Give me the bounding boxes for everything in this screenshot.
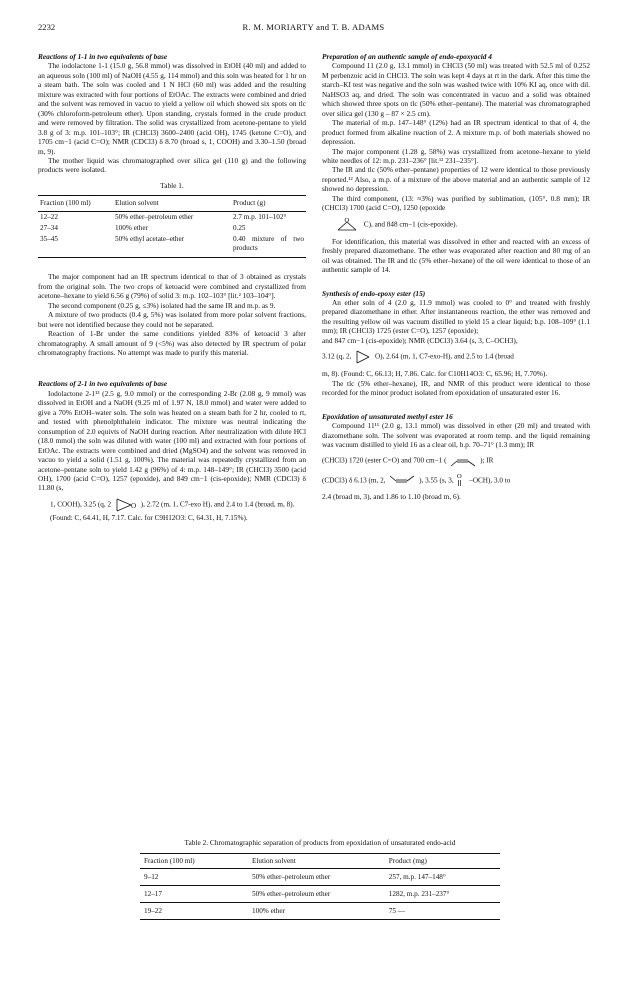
table-cell: 50% ether–petroleum ether — [115, 213, 194, 222]
cis-alkene-icon — [387, 473, 417, 489]
table1-header: Product (g) — [231, 196, 306, 212]
table-cell: 19–22 — [140, 903, 248, 920]
table2-header: Product (mg) — [385, 854, 500, 869]
paragraph: The IR and tlc (50% ether–pentane) properties of 12 were identical to those previously reported.¹² Also, a m.p. of a mixture of the above material and an authentic sample of 12 showed no depression. — [322, 165, 590, 194]
table1 — [38, 195, 306, 258]
running-head: R. M. MORIARTY and T. B. ADAMS — [242, 22, 385, 32]
text-fragment: C), and 848 cm−1 (cis-epoxide). — [363, 220, 458, 229]
text-fragment: ); IR — [480, 457, 494, 466]
text-fragment: ), 3.55 (s, 3, — [419, 477, 454, 486]
table-cell: 12–17 — [140, 886, 248, 903]
paragraph: The iodolactone 1-1 (15.0 g, 56.8 mmol) was dissolved in EtOH (40 ml) and added to an aqueous soln (100 ml) of NaOH (4.55 g, 114 mmol) and this soln was heated for 1 hr on a steam bath. The soln was cooled and 1 N HCl (60 ml) was added and the resulting mixture was extracted with four portions of EtOAc. The extracts were combined and dried and the solvent was removed in vacuo to yield a yellow oil which showed six spots on tlc (30% chloroform-petroleum ether). Upon standing, crystals formed in the crude product and were removed by filtration. The solid was crystallized from acetone-pentane to yield 3.8 g of 3: m.p. 101–103°; IR (CHCl3) 3600–2400 (acid OH), 1745 (ketone C=O), and 1705 cm−1 (acid C=O); NMR (CDCl3) δ 8.70 (broad s, 1, COOH) and 3.30–1.50 (broad m, 9). — [38, 61, 306, 156]
section-heading: Synthesis of endo-epoxy ester (15) — [322, 288, 426, 298]
text-fragment: (CHCl3) 1720 (ester C=O) and 700 cm−1 ( — [322, 457, 447, 466]
text-fragment: –OCH), 3.0 to — [469, 477, 511, 486]
epoxide-ir-line — [334, 216, 590, 234]
table2-caption: Table 2. Chromatographic separation of products from epoxidation of unsaturated endo-acid — [184, 838, 456, 847]
table-row — [38, 212, 306, 224]
table-cell: 9–12 — [140, 869, 248, 886]
epoxide-structure-icon — [113, 496, 139, 514]
table-row — [38, 234, 306, 258]
table-cell: 0.25 — [232, 224, 246, 233]
paragraph: Compound 11¹¹ (2.0 g, 13.1 mmol) was dissolved in ether (20 ml) and treated with diazomethane soln. The solvent was evaporated at room temp. and the liquid remaining was vacuum distilled to yield 16 as a clear oil, b.p. 70–71° (1.3 mm); IR — [322, 421, 590, 449]
section-heading: Epoxidation of unsaturated methyl ester 16 — [322, 411, 453, 421]
paragraph: and 847 cm−1 (cis-epoxide); NMR (CDCl3) 3.64 (s, 3, C–OCH3), — [322, 335, 518, 345]
table-row — [140, 869, 500, 886]
epoxide-nmr-line — [322, 348, 590, 366]
text-fragment: O), 2.64 (m, 1, C7-exo-H), and 2.5 to 1.4 (broad — [374, 352, 514, 361]
text-fragment: ), 2.72 (m, 1, C7-exo H), and 2.4 to 1.4 (broad, m, 8). (Found: C, 64.41, H, 7.17. Calc. for C9H12O3: C, 64.31, H, 7.15%). — [50, 500, 295, 522]
paragraph: Compound 11 (2.0 g, 13.1 mmol) in CHCl3 (50 ml) was treated with 52.5 ml of 0.252 M perbenzoic acid in CHCl3. The soln was kept 4 days at rt in the dark. After this time the starch–KI test was negative and the soln was washed twice with 10% KI aq, once with dil. NaHSO3 aq, and dried. The soln was concentrated in vacuo and a solid was obtained which showed three spots on tlc (50% ether–pentane). The material was chromatographed over silica gel (130 g – 87 × 2.5 cm). — [322, 61, 590, 118]
table1-caption: Table 1. — [160, 180, 184, 190]
page-number: 2232 — [38, 22, 56, 32]
table-cell: 50% ethyl acetate–ether — [113, 234, 231, 258]
paragraph: The second component (0.25 g, ≤3%) isolated had the same IR and m.p. as 9. — [48, 300, 276, 310]
table-cell: 35–45 — [38, 234, 113, 258]
table-cell: 12–22 — [40, 213, 58, 222]
table2 — [140, 853, 500, 920]
paragraph: m, 8). (Found: C, 66.13; H, 7.86. Calc. for C10H14O3: C, 65.96; H, 7.70%). — [322, 369, 548, 379]
table2-block — [130, 838, 510, 920]
paragraph: Iodolactone 2-1¹³ (2.5 g, 9.0 mmol) or the corresponding 2-Br (2.08 g, 9 mmol) was dissolved in EtOH and a NaOH (9.25 ml of 1.97 N, 18.0 mmol) and water were added to give a 70% EtOH–water soln. The soln was heated on a steam bath for 2 hr, cooled to rt, and tested with phenolphthalein indicator. The mixture was neutral indicating the consumption of 2.0 equivts of NaOH during reaction. After neutralization with dilute HCl (18.0 mmol) the soln was diluted with water (100 ml) and extracted with four portions of EtOAc. The extracts were combined and dried (MgSO4) and the solvent was removed in vacuo to yield a solid (1.51 g, 100%). The material was repeatedly crystallized from an acetone–pentane soln to yield 1.42 g (96%) of 4: m.p. 148–149°; IR (CHCl3) 3500 (acid OH), 1700 (acid C=O), 1257 (epoxide), and 849 cm−1 (cis-epoxide); NMR (CDCl3) δ 11.80 (s, — [38, 388, 306, 493]
table-cell: 100% ether — [248, 903, 385, 920]
table-cell: 50% ether–petroleum ether — [248, 886, 385, 903]
paragraph: The tlc (5% ether–hexane), IR, and NMR of this product were identical to those recorded for the minor product isolated from epoxidation of unsaturated ester 16. — [322, 378, 590, 398]
table-cell: 50% ether–petroleum ether — [248, 869, 385, 886]
carbonyl-icon — [455, 473, 467, 489]
table1-header: Fraction (100 ml) — [38, 196, 113, 212]
alkene-nmr-line — [322, 473, 590, 489]
right-column — [322, 52, 590, 502]
paragraph: The major component had an IR spectrum identical to that of 3 obtained as crystals from the original soln. The two crops of ketoacid were combined and crystallized from acetone–hexane to yield 6.56 g (79%) of solid 3: m.p. 102–103° [lit.² 103–104°]. — [38, 272, 306, 301]
paragraph: The material of m.p. 147–148° (12%) had an IR spectrum identical to that of 4, the product formed from alkaline reaction of 2. A mixture m.p. of both materials showed no depression. — [322, 118, 590, 147]
table-row — [38, 223, 306, 234]
table-cell: 75 — — [385, 903, 500, 920]
table-cell: 100% ether — [115, 224, 148, 233]
table1-header: Elution solvent — [113, 196, 231, 212]
section-heading: Preparation of an authentic sample of endo-epoxyacid 4 — [322, 52, 492, 61]
table-cell: 0.40 mixture of two products — [231, 234, 306, 258]
text-fragment: 3.12 (q, 2, — [322, 352, 352, 361]
table2-header: Elution solvent — [248, 854, 385, 869]
table-cell: 27–34 — [40, 224, 58, 233]
svg-text:O: O — [130, 501, 136, 510]
alkene-ir-line — [322, 452, 590, 470]
page-header — [38, 22, 589, 36]
paragraph: An ether soln of 4 (2.0 g, 11.9 mmol) was cooled to 0° and treated with freshly prepared diazomethane in ether. After instantaneous reaction, the ether was removed and the resulting yellow oil was vacuum distilled to yield 15 a clear liquid; b.p. 108–109° (1.1 mm); IR (CHCl3) 1725 (ester C=O), 1257 (epoxide); — [322, 297, 590, 336]
paragraph: The third component, (13: ≈3%) was purified by sublimation, (105°, 0.8 mm); IR (CHCl3) 1700 (acid C=O), 1250 (epoxide — [322, 193, 590, 213]
paragraph: The mother liquid was chromatographed over silica gel (110 g) and the following products were isolated. — [38, 155, 306, 175]
table-cell: 1282, m.p. 231–237° — [385, 886, 500, 903]
text-fragment: 1, COOH), 3.25 (q, 2 — [50, 500, 112, 509]
section-heading: Reactions of 2-1 in two equivalents of base — [38, 379, 168, 389]
table-row — [140, 903, 500, 920]
paragraph: Reaction of 1-Br under the same conditions yielded 83% of ketoacid 3 after chromatography. A small amount of 9 (<5%) was also detected by IR spectrum of polar chromatography fractions. No attempt was made to purify this material. — [38, 329, 306, 357]
table2-header: Fraction (100 ml) — [140, 854, 248, 869]
table-row — [140, 886, 500, 903]
svg-text:O: O — [344, 216, 350, 224]
text-fragment: (CDCl3) δ 6.13 (m, 2, — [322, 477, 386, 486]
paragraph: The major component (1.28 g, 58%) was crystallized from acetone–hexane to yield white needles of 12: m.p. 231–236° [lit.¹² 231–235°]. — [322, 146, 590, 165]
table-cell: 257, m.p. 147–148° — [385, 869, 500, 886]
left-column — [38, 52, 306, 526]
paragraph: 2.4 (broad m, 3), and 1.86 to 1.10 (broad m, 6). — [322, 492, 461, 502]
epoxide-structure-icon — [353, 348, 373, 366]
table-cell: 2.7 m.p. 101–102° — [232, 213, 287, 222]
paragraph: For identification, this material was dissolved in ether and reacted with an excess of freshly prepared diazomethane. The ether was evaporated after reaction and 80 mg of an oil was obtained. The IR and tlc (5% ether–hexane) of the oil were identical to those of an authentic sample of 14. — [322, 236, 590, 275]
section-heading: Reactions of 1-1 in two equivalents of base — [38, 52, 168, 61]
epoxide-nmr-line — [50, 496, 306, 523]
svg-text:O: O — [457, 473, 463, 481]
epoxide-structure-icon — [334, 216, 362, 234]
cis-alkene-icon — [448, 452, 478, 470]
paragraph: A mixture of two products (0.4 g, 5%) was isolated from more polar solvent fractions, but were not identified because they could not be separated. — [38, 310, 306, 329]
